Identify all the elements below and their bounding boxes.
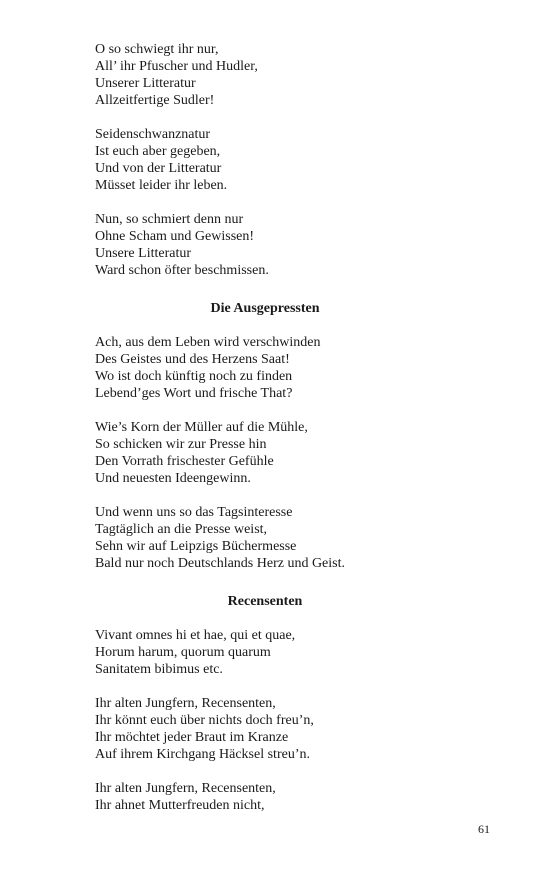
verse-line: Ihr möchtet jeder Braut im Kranze	[95, 730, 289, 745]
poem1-stanza-3	[95, 211, 435, 279]
verse-line: So schicken wir zur Presse hin	[95, 437, 267, 452]
poem2-stanza-3	[95, 504, 435, 572]
poem3-stanza-2	[95, 695, 435, 763]
poem1-stanza-2	[95, 126, 435, 194]
verse-line: Ihr alten Jungfern, Recensenten,	[95, 781, 276, 796]
verse-line: Ach, aus dem Leben wird verschwinden	[95, 335, 321, 350]
verse-line: Unserer Litteratur	[95, 76, 196, 91]
verse-line: Ihr könnt euch über nichts doch freu’n,	[95, 713, 314, 728]
verse-line: Bald nur noch Deutschlands Herz und Geist.	[95, 556, 345, 571]
verse-line: Ohne Scham und Gewissen!	[95, 229, 255, 244]
verse-line: Und wenn uns so das Tagsinteresse	[95, 505, 293, 520]
poem-title-recensenten: Recensenten	[227, 594, 303, 609]
page-number: 61	[478, 822, 490, 836]
verse-line: Wo ist doch künftig noch zu finden	[95, 369, 293, 384]
verse-line: Ihr alten Jungfern, Recensenten,	[95, 696, 276, 711]
verse-line: Lebend’ges Wort und frische That?	[95, 386, 293, 401]
verse-line: Und neuesten Ideengewinn.	[95, 471, 251, 486]
poem-text-block	[95, 41, 435, 831]
poem3-stanza-1	[95, 627, 435, 678]
verse-line: Allzeitfertige Sudler!	[95, 93, 215, 108]
verse-line: Des Geistes und des Herzens Saat!	[95, 352, 290, 367]
poem2-stanza-2	[95, 419, 435, 487]
verse-line: Auf ihrem Kirchgang Häcksel streu’n.	[95, 747, 310, 762]
poem-title-die-ausgepressten: Die Ausgepressten	[210, 301, 320, 316]
verse-line: O so schwiegt ihr nur,	[95, 42, 219, 57]
verse-line: Sanitatem bibimus etc.	[95, 662, 223, 677]
verse-line: Ist euch aber gegeben,	[95, 144, 221, 159]
verse-line: Seidenschwanznatur	[95, 127, 211, 142]
verse-line: Und von der Litteratur	[95, 161, 222, 176]
verse-line: Müsset leider ihr leben.	[95, 178, 228, 193]
verse-line: Den Vorrath frischester Gefühle	[95, 454, 274, 469]
verse-line: Horum harum, quorum quarum	[95, 645, 271, 660]
poem1-stanza-1	[95, 41, 435, 109]
verse-line: Unsere Litteratur	[95, 246, 192, 261]
verse-line: Nun, so schmiert denn nur	[95, 212, 244, 227]
verse-line: Ihr ahnet Mutterfreuden nicht,	[95, 798, 265, 813]
verse-line: Tagtäglich an die Presse weist,	[95, 522, 268, 537]
verse-line: Vivant omnes hi et hae, qui et quae,	[95, 628, 296, 643]
poem2-stanza-1	[95, 334, 435, 402]
verse-line: All’ ihr Pfuscher und Hudler,	[95, 59, 258, 74]
poem3-stanza-3	[95, 780, 435, 814]
verse-line: Wie’s Korn der Müller auf die Mühle,	[95, 420, 308, 435]
verse-line: Sehn wir auf Leipzigs Büchermesse	[95, 539, 297, 554]
verse-line: Ward schon öfter beschmissen.	[95, 263, 269, 278]
